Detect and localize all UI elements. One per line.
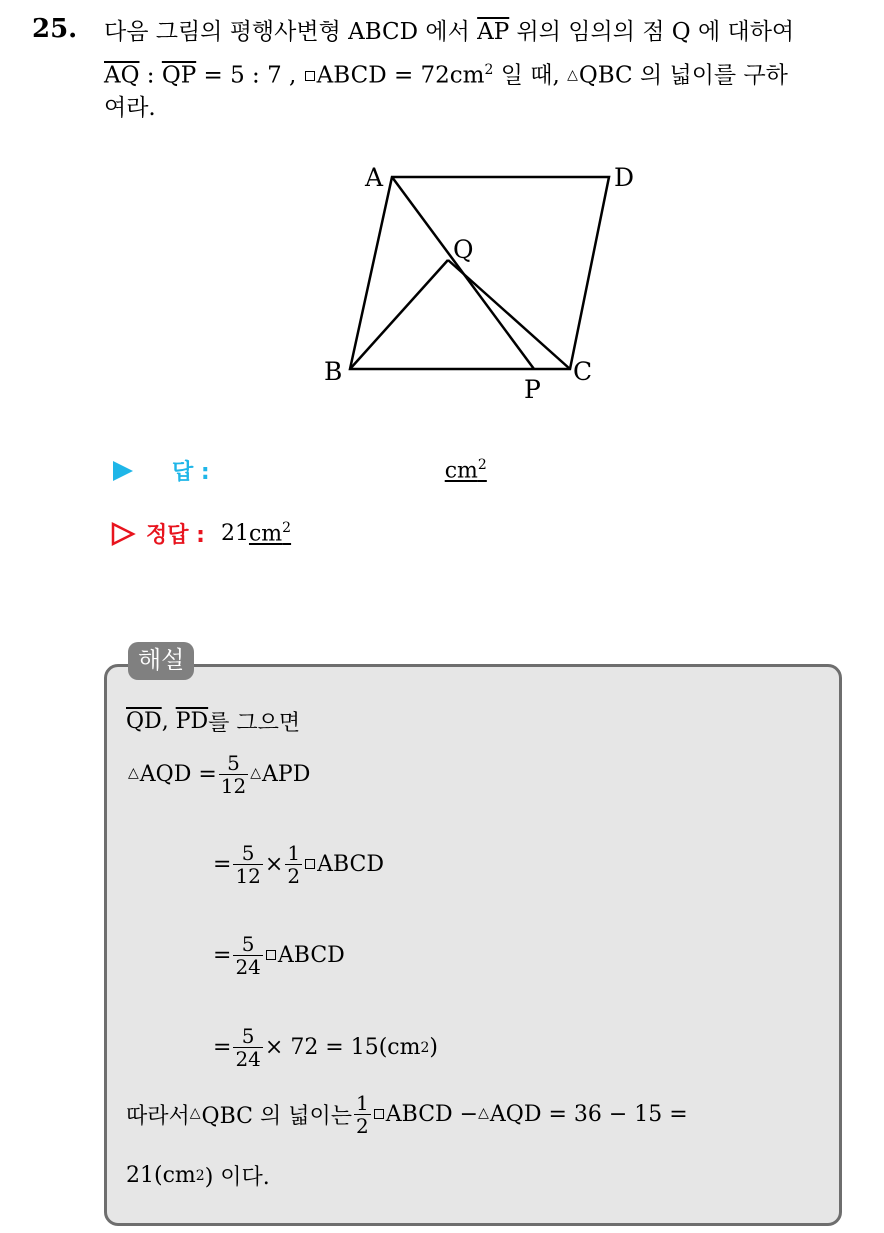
label-b: B [324, 357, 343, 386]
solution-line-5: = $\frac{5}{24}$ × 72 = 15(cm 2 ) [213, 1024, 439, 1071]
triangle-icon: △ [567, 66, 578, 83]
solution-tag: 해설 [128, 642, 194, 680]
question-line-2: $\overline{AQ}$ : $\overline{QP} = 5$ : 7 , ABCD = $72cm^2$ 일 때, △QBC 의 넓이를 구하 [104, 52, 788, 95]
correct-answer-unit: $cm^2$ [248, 520, 292, 547]
triangle-icon: △ [478, 1104, 489, 1121]
fraction: $\frac{5}{12}$ [235, 841, 261, 888]
label-a: A [365, 163, 384, 192]
question-number: 25. [32, 14, 78, 44]
fraction: $\frac{5}{24}$ [235, 932, 261, 979]
line-bq [350, 260, 448, 369]
correct-answer-row [110, 518, 291, 549]
line-qc [448, 260, 570, 369]
answer-label: 답 : [172, 460, 210, 485]
parallelogram-shape [350, 177, 609, 369]
parallelogram-icon [305, 859, 315, 869]
fraction: $\frac{5}{24}$ [235, 1024, 261, 1071]
solution-line-2: △ AQD = $\frac{5}{12}$ △ APD [128, 751, 311, 798]
fraction: $\frac{5}{12}$ [220, 751, 247, 798]
play-arrow-icon [110, 458, 136, 484]
solution-line-1: $\overline{QD}$ , $\overline{PD}$ 를 그으면 [126, 709, 301, 736]
triangle-icon: △ [189, 1104, 201, 1121]
solution-line-3: = $\frac{5}{12}$ × $\frac{1}{2}$ ABCD [213, 841, 384, 888]
outline-arrow-icon [110, 521, 136, 547]
segment-aq: $\overline{AQ}$ [104, 62, 140, 89]
question-line-3: 여라. [104, 95, 156, 121]
segment-qp: $\overline{QP}$ [161, 62, 197, 89]
correct-answer-label: 정답 : [146, 523, 205, 548]
fraction: $\frac{1}{2}$ [287, 841, 301, 888]
parallelogram-figure [320, 158, 650, 408]
triangle-icon: △ [128, 764, 139, 781]
label-d: D [614, 163, 635, 192]
label-c: C [573, 357, 593, 386]
triangle-icon: △ [250, 764, 262, 781]
fraction: $\frac{1}{2}$ [356, 1091, 369, 1138]
parallelogram-icon [374, 1109, 384, 1119]
solution-line-6: 따라서 △ QBC 의 넓이는 $\frac{1}{2}$ ABCD − △ AQD = 36 − 15 = [126, 1091, 688, 1138]
solution-line-4: = $\frac{5}{24}$ ABCD [213, 932, 345, 979]
question-line-1: 다음 그림의 평행사변형 ABCD 에서 $\overline{AP}$ 위의 임의의 점 Q 에 대하여 [104, 19, 795, 45]
answer-row [110, 455, 487, 486]
parallelogram-icon [305, 71, 315, 81]
correct-answer-value: 21 [220, 521, 249, 546]
segment-ap: $\overline{AP}$ [477, 19, 510, 45]
label-p: P [524, 375, 541, 404]
label-q: Q [453, 235, 474, 264]
solution-line-7: 21(cm 2 ) 이다. [126, 1163, 270, 1190]
parallelogram-icon [266, 950, 276, 960]
answer-unit: $cm^2$ [444, 457, 487, 484]
